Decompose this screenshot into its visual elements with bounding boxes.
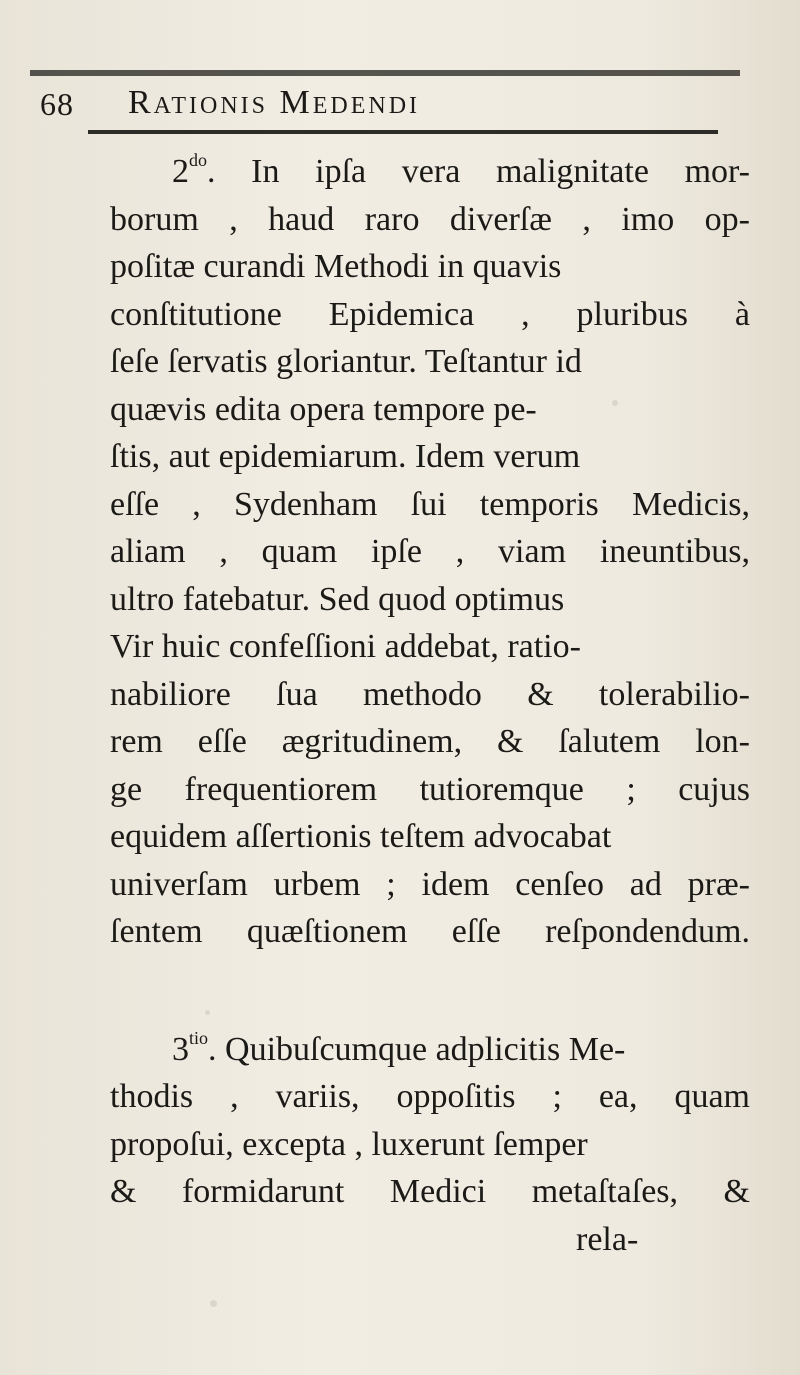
text-line: nabiliore ſua methodo & tolerabilio- xyxy=(110,675,750,713)
text-line: ſentem quæſtionem eſſe reſpondendum. xyxy=(110,913,750,950)
paragraph-2 xyxy=(110,1026,750,1216)
text-line: equidem aſſertionis teſtem advocabat xyxy=(110,818,612,855)
text-line: ultro fatebatur. Sed quod optimus xyxy=(110,580,565,618)
line-text: . Quibuſcumque adplicitis Me- xyxy=(208,1030,626,1068)
paragraph-ordinal: 3 xyxy=(172,1030,189,1068)
catchword: rela- xyxy=(576,1220,639,1258)
body-text xyxy=(110,148,750,1263)
ordinal-suffix: do xyxy=(189,150,207,170)
text-line: ſeſe ſervatis gloriantur. Teſtantur id xyxy=(110,343,582,380)
text-line xyxy=(110,148,750,196)
paragraph-ordinal: 2 xyxy=(172,153,189,190)
paper-speck xyxy=(210,1300,217,1307)
ordinal-suffix: tio xyxy=(189,1027,209,1048)
line-text: . In ipſa vera malignitate mor- xyxy=(207,153,750,190)
running-title: Rationis Medendi xyxy=(128,84,421,121)
top-border-rule xyxy=(30,70,740,76)
text-line xyxy=(110,1026,750,1074)
text-line: ſtis, aut epidemiarum. Idem verum xyxy=(110,438,581,475)
paragraph-1 xyxy=(110,148,750,956)
text-line: rem eſſe ægritudinem, & ſalutem lon- xyxy=(110,723,750,760)
text-line: thodis , variis, oppoſitis ; ea, quam xyxy=(110,1078,750,1115)
text-line: & formidarunt Medici metaſtaſes, & xyxy=(110,1173,750,1210)
text-line: conſtitutione Epidemica , pluribus à xyxy=(110,295,750,333)
text-line: univerſam urbem ; idem cenſeo ad præ- xyxy=(110,865,750,903)
text-line: poſitæ curandi Methodi in quavis xyxy=(110,248,562,285)
text-line: eſſe , Sydenham ſui temporis Medicis, xyxy=(110,485,750,523)
paper-speck xyxy=(612,400,618,406)
page-header xyxy=(40,84,740,132)
text-line: borum , haud raro diverſæ , imo op- xyxy=(110,200,750,238)
text-line: quævis edita opera tempore pe- xyxy=(110,390,537,428)
text-line: ge frequentiorem tutioremque ; cujus xyxy=(110,770,750,808)
text-line: aliam , quam ipſe , viam ineuntibus, xyxy=(110,533,750,570)
text-line: Vir huic confeſſioni addebat, ratio- xyxy=(110,628,581,665)
paper-speck xyxy=(205,1010,210,1015)
text-line: propoſui, excepta , luxerunt ſemper xyxy=(110,1125,588,1163)
header-rule xyxy=(88,130,718,134)
page-number: 68 xyxy=(40,86,74,122)
